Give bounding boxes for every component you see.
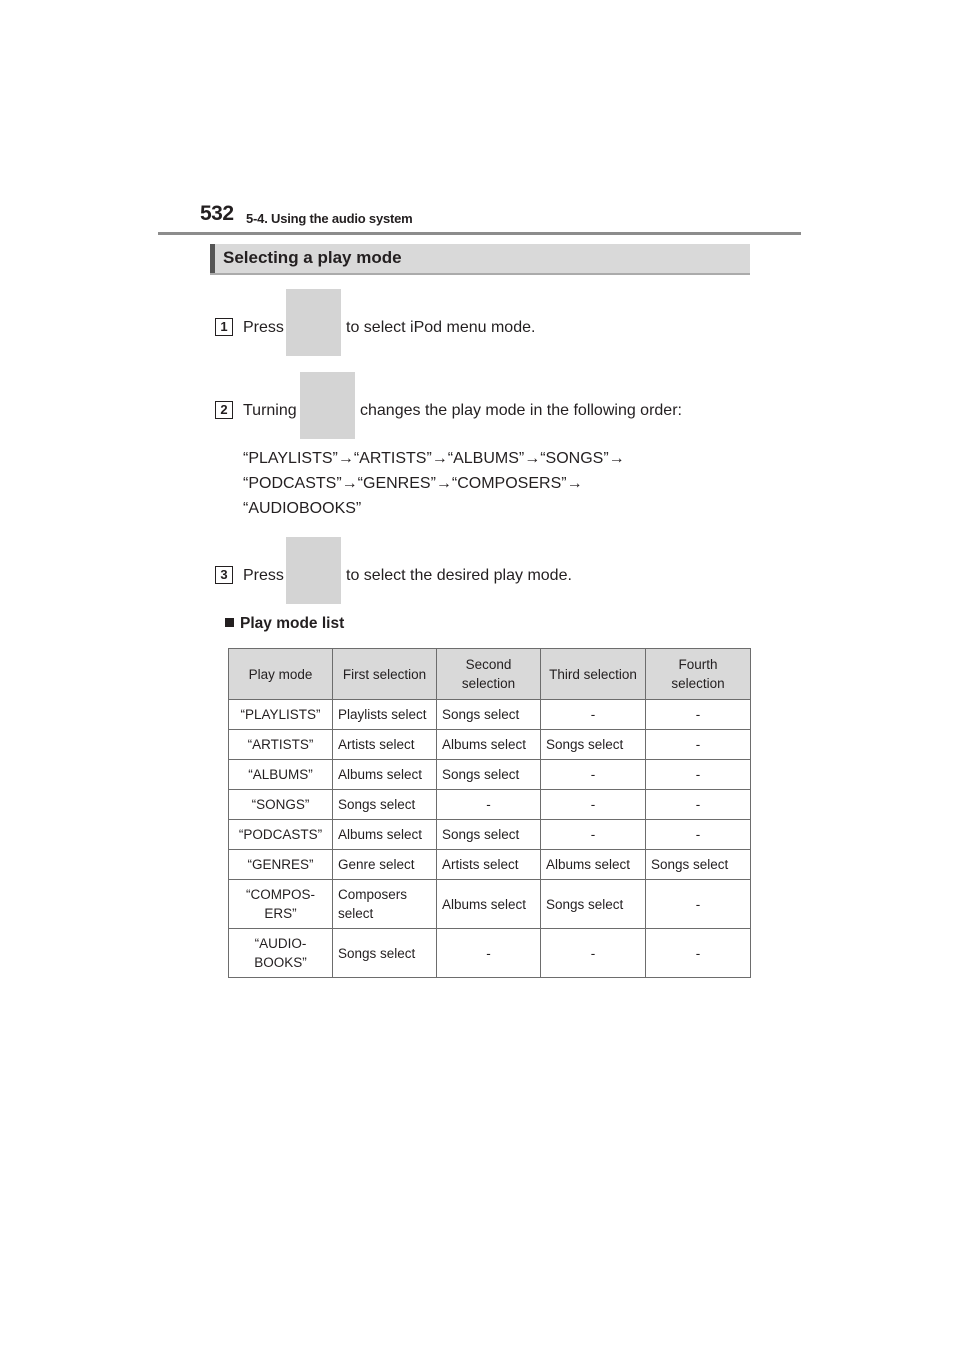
step-3-text-before: Press xyxy=(243,567,284,584)
table-row xyxy=(229,760,751,790)
table-cell: “AUDIO-BOOKS” xyxy=(229,929,333,978)
play-mode-order-line-3: “AUDIOBOOKS” xyxy=(243,500,362,517)
table-row xyxy=(229,850,751,880)
table-cell: Composers select xyxy=(333,880,437,929)
table-cell: Songs select xyxy=(646,850,751,880)
table-cell: Albums select xyxy=(333,820,437,850)
table-row xyxy=(229,820,751,850)
table-header-row xyxy=(229,649,751,700)
table-cell: “ARTISTS” xyxy=(229,730,333,760)
table-row xyxy=(229,700,751,730)
table-cell: - xyxy=(646,880,751,929)
table-cell: “ALBUMS” xyxy=(229,760,333,790)
table-cell: Songs select xyxy=(333,790,437,820)
header-third-selection: Third selection xyxy=(541,649,646,700)
table-cell: - xyxy=(646,820,751,850)
table-cell: Albums select xyxy=(437,880,541,929)
table-cell: Albums select xyxy=(541,850,646,880)
header-first-selection: First selection xyxy=(333,649,437,700)
table-cell: Songs select xyxy=(437,700,541,730)
table-cell: - xyxy=(541,820,646,850)
table-cell: Songs select xyxy=(541,880,646,929)
table-cell: “COMPOS-ERS” xyxy=(229,880,333,929)
section-title: 5-4. Using the audio system xyxy=(246,211,413,226)
table-cell: Albums select xyxy=(333,760,437,790)
play-mode-order-line-2: “PODCASTS”→“GENRES”→“COMPOSERS”→ xyxy=(243,475,583,492)
step-2-text-after: changes the play mode in the following order: xyxy=(360,402,682,419)
table-cell: - xyxy=(646,730,751,760)
step-3-badge: 3 xyxy=(215,566,233,584)
table-row xyxy=(229,730,751,760)
header-play-mode: Play mode xyxy=(229,649,333,700)
section-heading xyxy=(210,244,750,275)
table-cell: - xyxy=(541,760,646,790)
bullet-square-icon xyxy=(225,618,234,627)
table-cell: “PODCASTS” xyxy=(229,820,333,850)
page-number: 532 xyxy=(200,202,234,225)
table-cell: - xyxy=(646,700,751,730)
table-cell: Songs select xyxy=(437,760,541,790)
table-cell: Playlists select xyxy=(333,700,437,730)
table-cell: Genre select xyxy=(333,850,437,880)
step-2-text-before: Turning xyxy=(243,402,297,419)
heading-text: Selecting a play mode xyxy=(223,248,402,267)
table-row xyxy=(229,929,751,978)
step-1-text-after: to select iPod menu mode. xyxy=(346,319,536,336)
table-cell: - xyxy=(541,700,646,730)
header-second-selection: Second selection xyxy=(437,649,541,700)
table-row xyxy=(229,790,751,820)
table-cell: - xyxy=(437,790,541,820)
table-cell: Artists select xyxy=(333,730,437,760)
select-button-icon xyxy=(286,537,341,604)
table-cell: Albums select xyxy=(437,730,541,760)
table-cell: - xyxy=(541,929,646,978)
table-cell: - xyxy=(541,790,646,820)
step-2-badge: 2 xyxy=(215,401,233,419)
table-cell: “GENRES” xyxy=(229,850,333,880)
table-cell: - xyxy=(646,929,751,978)
table-cell: Songs select xyxy=(541,730,646,760)
header-fourth-selection: Fourth selection xyxy=(646,649,751,700)
tune-knob-icon xyxy=(300,372,355,439)
table-cell: - xyxy=(437,929,541,978)
table-cell: Songs select xyxy=(333,929,437,978)
step-1-text-before: Press xyxy=(243,319,284,336)
table-cell: “PLAYLISTS” xyxy=(229,700,333,730)
heading-accent xyxy=(210,244,215,273)
table-cell: - xyxy=(646,760,751,790)
header-rule xyxy=(158,232,801,235)
table-cell: - xyxy=(646,790,751,820)
table-row xyxy=(229,880,751,929)
play-mode-order-line-1: “PLAYLISTS”→“ARTISTS”→“ALBUMS”→“SONGS”→ xyxy=(243,450,625,467)
table-cell: Songs select xyxy=(437,820,541,850)
play-mode-table xyxy=(228,648,751,978)
step-1-badge: 1 xyxy=(215,318,233,336)
play-mode-list-label: Play mode list xyxy=(240,615,345,632)
table-cell: “SONGS” xyxy=(229,790,333,820)
menu-button-icon xyxy=(286,289,341,356)
play-mode-list-heading xyxy=(225,615,344,633)
table-cell: Artists select xyxy=(437,850,541,880)
step-3-text-after: to select the desired play mode. xyxy=(346,567,572,584)
